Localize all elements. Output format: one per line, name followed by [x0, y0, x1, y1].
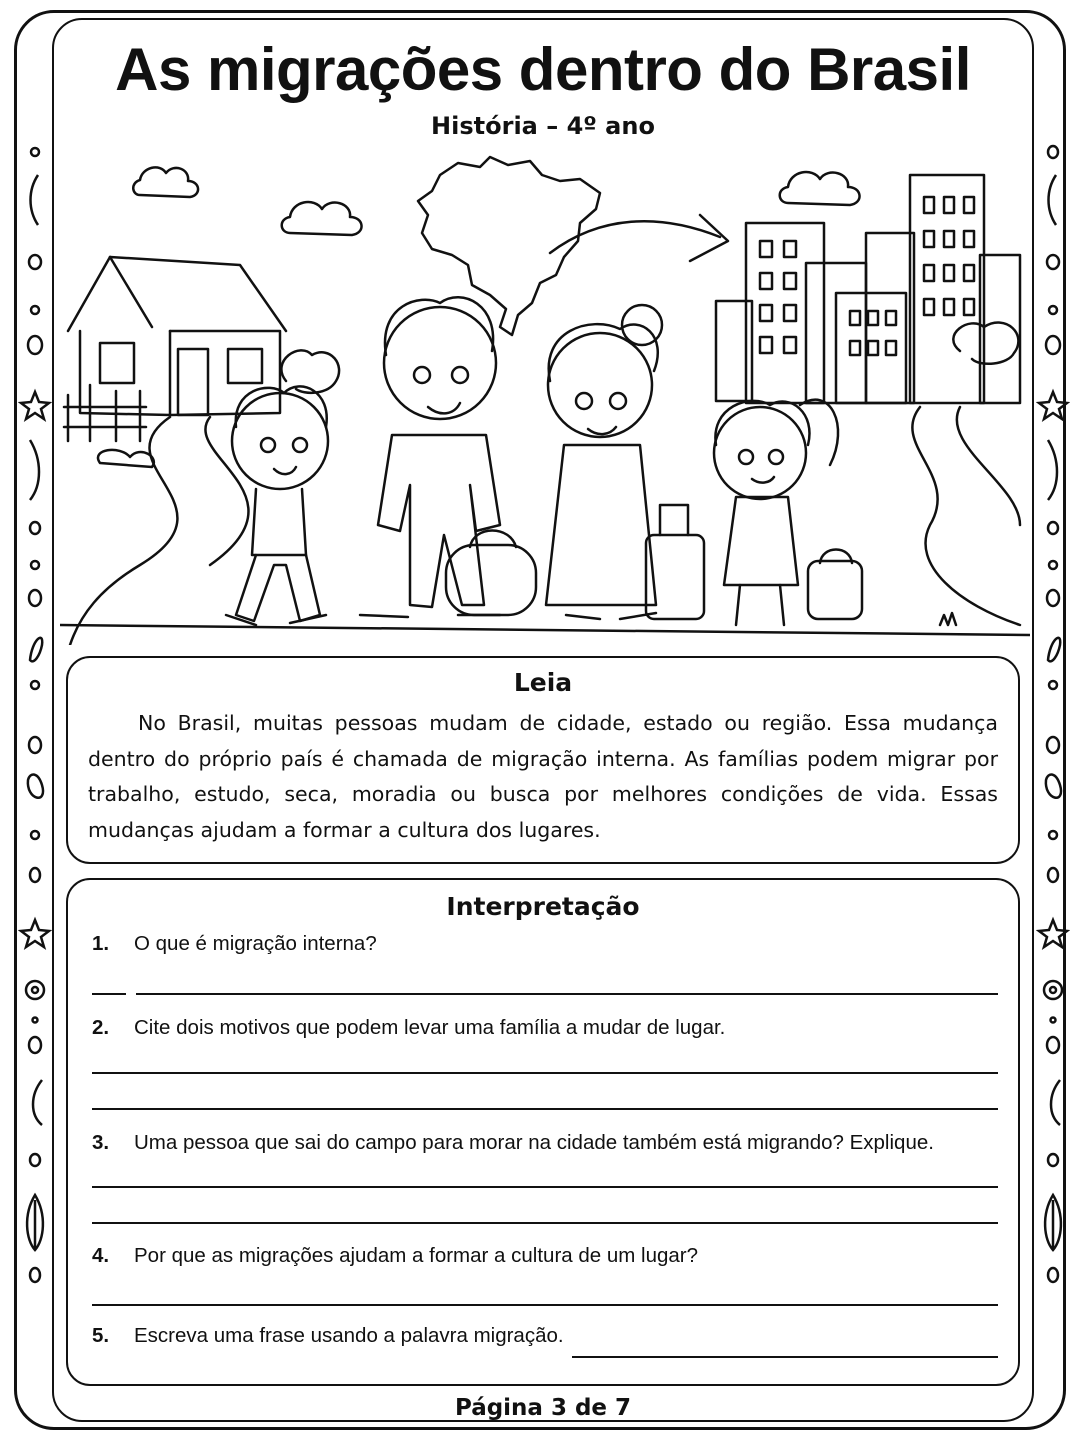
answer-line[interactable]	[92, 993, 126, 995]
page-subtitle: História – 4º ano	[431, 112, 655, 140]
question-number: 3.	[92, 1131, 110, 1154]
question-text: Uma pessoa que sai do campo para morar na cidade também está migrando? Explique.	[134, 1131, 934, 1154]
question-number: 2.	[92, 1016, 110, 1039]
question-4	[92, 1244, 698, 1268]
house-icon	[64, 257, 339, 441]
question-number: 1.	[92, 932, 110, 955]
question-2	[92, 1016, 725, 1040]
question-5	[92, 1324, 564, 1348]
reading-title: Leia	[513, 668, 573, 697]
page-title: As migrações dentro do Brasil	[115, 36, 971, 103]
answer-line[interactable]	[572, 1356, 998, 1358]
answer-line[interactable]	[92, 1304, 998, 1306]
question-text: O que é migração interna?	[134, 932, 377, 955]
answer-line[interactable]	[92, 1222, 998, 1224]
reading-box	[66, 656, 1020, 864]
right-doodle-column	[1036, 140, 1070, 1290]
cloud-icon	[282, 202, 362, 235]
interpretation-title: Interpretação	[446, 892, 640, 921]
answer-line[interactable]	[92, 1186, 998, 1188]
cloud-icon	[780, 172, 860, 205]
migration-illustration	[60, 145, 1030, 645]
answer-line[interactable]	[92, 1108, 998, 1110]
question-text: Por que as migrações ajudam a formar a cultura de um lugar?	[134, 1244, 699, 1267]
cloud-icon	[133, 167, 198, 197]
question-1	[92, 932, 377, 956]
interpretation-box	[66, 878, 1020, 1386]
family-icon	[226, 297, 862, 625]
question-3	[92, 1131, 934, 1155]
answer-line[interactable]	[92, 1072, 998, 1074]
question-number: 4.	[92, 1244, 110, 1267]
answer-line[interactable]	[136, 993, 998, 995]
page-number: Página 3 de 7	[454, 1395, 632, 1421]
question-number: 5.	[92, 1324, 110, 1347]
question-text: Escreva uma frase usando a palavra migração.	[134, 1324, 564, 1347]
left-doodle-column	[18, 140, 52, 1290]
arrow-icon	[550, 215, 728, 261]
question-text: Cite dois motivos que podem levar uma família a mudar de lugar.	[134, 1016, 726, 1039]
reading-text: No Brasil, muitas pessoas mudam de cidade, estado ou região. Essa mudança dentro do próprio país é chamada de migração interna. As famílias podem migrar por trabalho, estudo, seca, moradia ou busca por melhores condições de vida. Essas mudanças ajudam a formar a cultura dos lugares.	[88, 711, 998, 842]
city-buildings-icon	[716, 175, 1020, 403]
